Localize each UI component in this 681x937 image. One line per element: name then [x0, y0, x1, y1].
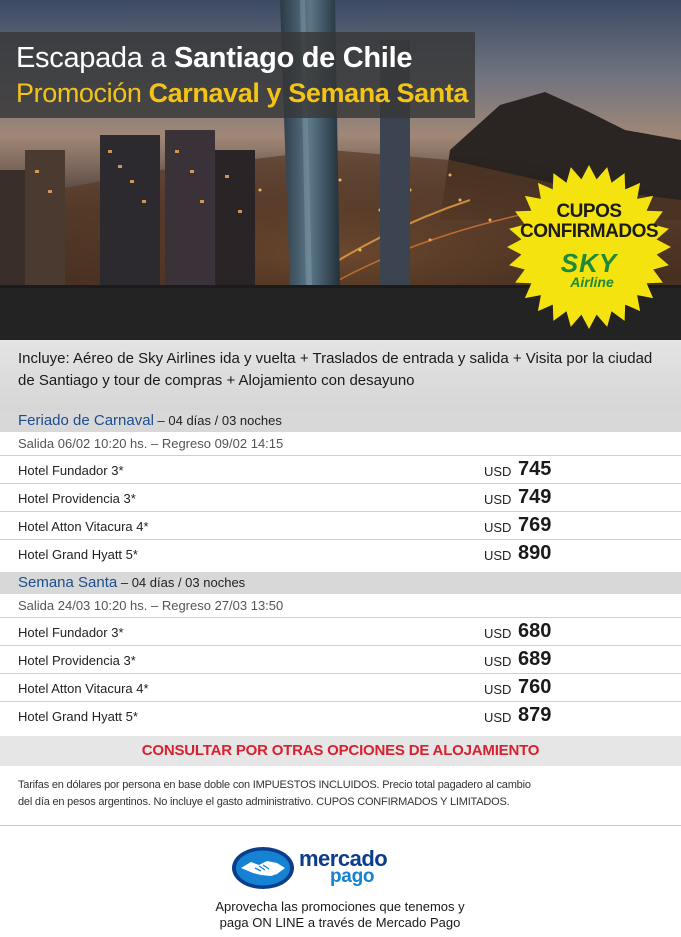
consult-banner: CONSULTAR POR OTRAS OPCIONES DE ALOJAMIENTO [0, 736, 681, 766]
price: 769 [518, 514, 552, 536]
section-header [0, 572, 681, 594]
section-duration: – 04 días / 03 noches [117, 575, 246, 590]
hotel-name: Hotel Providencia 3* [18, 491, 136, 506]
hotel-row [0, 702, 681, 730]
includes-text: Incluye: Aéreo de Sky Airlines ida y vuelta + Traslados de entrada y salida + Visita por la ciudad de Santiago y tour de compras + Alojamiento con desayuno [0, 340, 681, 410]
subheadline: Promoción Carnaval y Semana Santa [16, 78, 469, 108]
hotel-row [0, 646, 681, 674]
price: 760 [518, 676, 552, 698]
hotel-name: Hotel Atton Vitacura 4* [18, 519, 149, 534]
hotel-row [0, 674, 681, 702]
hotel-name: Hotel Grand Hyatt 5* [18, 547, 138, 562]
price: 749 [518, 486, 552, 508]
badge-line2: CONFIRMADOS [519, 221, 659, 242]
currency: USD [484, 654, 512, 669]
price: 879 [518, 704, 552, 726]
title-box [0, 32, 475, 118]
airline-label: Airline [570, 274, 614, 290]
hotel-name: Hotel Fundador 3* [18, 625, 124, 640]
sky-airline-logo: SKY [560, 248, 618, 278]
mercadopago-word1: mercado [299, 846, 388, 871]
hotel-row [0, 484, 681, 512]
section-header [0, 410, 681, 432]
hero-banner [0, 0, 681, 340]
fine-print [18, 777, 658, 811]
handshake-icon [231, 846, 295, 890]
hotel-row [0, 512, 681, 540]
hotel-row [0, 456, 681, 484]
section-semana-santa [0, 572, 681, 730]
price: 745 [518, 458, 552, 480]
price: 890 [518, 542, 552, 564]
hotel-name: Hotel Grand Hyatt 5* [18, 709, 138, 724]
section-title: Feriado de Carnaval [18, 412, 154, 429]
currency: USD [484, 492, 512, 507]
section-dates: Salida 06/02 10:20 hs. – Regreso 09/02 14:15 [0, 432, 681, 456]
divider [0, 825, 681, 826]
currency: USD [484, 464, 512, 479]
hotel-name: Hotel Atton Vitacura 4* [18, 681, 149, 696]
mercadopago-word2: pago [330, 866, 375, 887]
currency: USD [484, 682, 512, 697]
price: 680 [518, 620, 552, 642]
cupos-confirmados-badge [506, 164, 672, 330]
fine-print-line2: del día en pesos argentinos. No incluye el gasto administrativo. CUPOS CONFIRMADOS Y LIMITADOS. [18, 796, 510, 808]
section-dates: Salida 24/03 10:20 hs. – Regreso 27/03 13:50 [0, 594, 681, 618]
headline: Escapada a Santiago de Chile [16, 42, 413, 74]
currency: USD [484, 520, 512, 535]
hotel-row [0, 618, 681, 646]
badge-line1: CUPOS [556, 201, 622, 222]
currency: USD [484, 710, 512, 725]
section-carnaval [0, 410, 681, 568]
mercadopago-promo [180, 899, 500, 931]
hotel-name: Hotel Providencia 3* [18, 653, 136, 668]
price: 689 [518, 648, 552, 670]
fine-print-line1: Tarifas en dólares por persona en base doble con IMPUESTOS INCLUIDOS. Precio total pagadero al cambio [18, 779, 531, 791]
currency: USD [484, 626, 512, 641]
promo-line1: Aprovecha las promociones que tenemos y [215, 899, 465, 914]
starburst-icon [506, 164, 672, 330]
section-title: Semana Santa [18, 574, 118, 591]
promo-line2: paga ON LINE a través de Mercado Pago [219, 915, 461, 930]
hotel-name: Hotel Fundador 3* [18, 463, 124, 478]
hotel-row [0, 540, 681, 568]
currency: USD [484, 548, 512, 563]
section-duration: – 04 días / 03 noches [153, 413, 282, 428]
